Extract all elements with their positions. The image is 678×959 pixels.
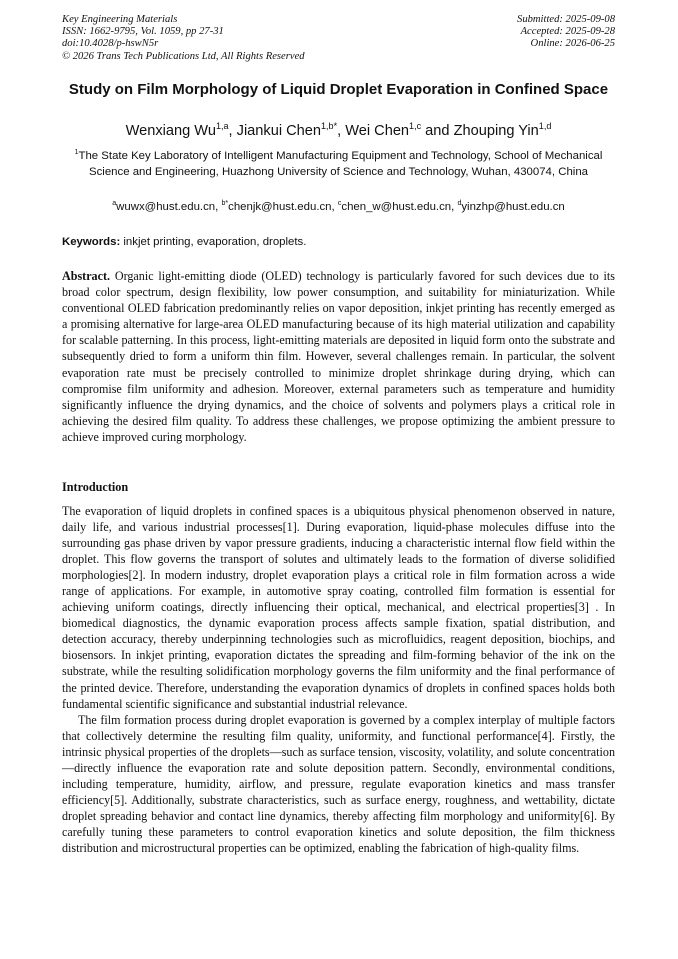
paper-title: Study on Film Morphology of Liquid Droplet Evaporation in Confined Space — [68, 81, 609, 98]
online-date: Online: 2026-06-25 — [530, 38, 615, 50]
author-name: Jiankui Chen — [236, 123, 322, 139]
author-separator: and — [421, 123, 454, 139]
abstract — [62, 268, 615, 445]
affiliation-marker: 1 — [74, 149, 79, 157]
author-affiliation-marker: 1,b* — [321, 121, 338, 132]
email-address[interactable]: chenjk@hust.edu.cn, — [228, 201, 338, 213]
dates-header — [517, 14, 615, 51]
introduction-paragraph-1: The evaporation of liquid droplets in confined spaces is a ubiquitous physical phenomenon observed in nature, daily life, and various industrial processes[1]. During evaporation, liquid-phase molecules diffuse into the surrounding gas phase driven by vapor pressure gradients, inducing a characteristic internal flow field within the droplet. This flow governs the transport of solutes and ultimately leads to the formation of diverse solidified morphologies[2]. In modern industry, droplet evaporation plays a critical role in film formation across a wide range of applications. For example, in automotive spray coating, controlled film formation is essential for achieving uniform coatings, directly influencing their optical, mechanical, and electrical properties[3] . In biomedical diagnostics, the dynamic evaporation process affects sample fixation, spatial distribution, and detection accuracy, thereby underpinning technologies such as microfluidics, reagent deposition, biochips, and biosensors. In inkjet printing, evaporation dictates the spreading and film-forming behavior of the ink on the substrate, while the resulting solidification morphology governs the film uniformity and the final performance of the printed device. Therefore, understanding the evaporation dynamics of droplets in confined spaces holds both fundamental scientific significance and substantial industrial relevance. — [62, 504, 615, 711]
author-separator: , — [228, 123, 237, 139]
doi-link[interactable]: doi:10.4028/p-hswN5r — [62, 38, 159, 50]
author-name: Zhouping Yin — [453, 123, 539, 139]
author-affiliation-marker: 1,d — [538, 121, 552, 132]
author-affiliation-marker: 1,c — [409, 121, 422, 132]
author-name: Wei Chen — [345, 123, 410, 139]
affiliation-text: The State Key Laboratory of Intelligent Manufacturing Equipment and Technology, School of Mechanical Science and Engineering, Huazhong University of Science and Technology, Wuhan, 430074, China — [78, 150, 603, 178]
email-address[interactable]: yinzhp@hust.edu.cn — [461, 201, 565, 213]
author-name: Wenxiang Wu — [125, 123, 216, 139]
email-marker: d — [457, 200, 462, 208]
introduction-heading: Introduction — [62, 480, 129, 494]
keywords — [62, 235, 615, 250]
submitted-date: Submitted: 2025-09-08 — [517, 14, 615, 25]
email-marker: a — [112, 200, 117, 208]
email-address[interactable]: wuwx@hust.edu.cn, — [116, 201, 222, 213]
email-address[interactable]: chen_w@hust.edu.cn, — [341, 201, 458, 213]
keywords-text: inkjet printing, evaporation, droplets. — [120, 236, 307, 248]
author-separator: , — [337, 123, 346, 139]
author-affiliation-marker: 1,a — [215, 121, 229, 132]
keywords-label: Keywords: — [62, 236, 121, 248]
email-list — [62, 200, 615, 215]
author-list — [62, 121, 615, 141]
abstract-label: Abstract. — [62, 269, 111, 283]
issn: ISSN: 1662-9795, Vol. 1059, pp 27-31 — [62, 26, 224, 38]
journal-header — [62, 14, 305, 63]
affiliation — [62, 149, 615, 180]
copyright: © 2026 Trans Tech Publications Ltd, All Rights Reserved — [62, 50, 305, 62]
journal-name: Key Engineering Materials — [62, 14, 178, 25]
abstract-text: Organic light-emitting diode (OLED) technology is particularly favored for such devices due to its broad color spectrum, design flexibility, low power consumption, and suitability for miniaturization. While conventional OLED fabrication predominantly relies on vapor deposition, inkjet printing has recently emerged as a promising alternative for large-area OLED manufacturing because of its high material utilization and capability for scalable patterning. In this process, light-emitting materials are deposited in liquid form onto the substrate and subsequently dried to form a uniform thin film. However, several challenges remain. In particular, the solvent evaporation rate must be precisely controlled to minimize droplet shrinkage during drying, which can compromise film uniformity and adhesion. Moreover, external parameters such as temperature and humidity significantly influence the drying dynamics, and the choice of solvents and polymers plays a critical role in achieving the desired film quality. To address these challenges, we propose optimizing the ambient pressure to achieve improved curing morphology. — [62, 269, 615, 444]
email-marker: b* — [221, 200, 229, 208]
email-marker: c — [337, 200, 342, 208]
accepted-date: Accepted: 2025-09-28 — [520, 26, 615, 38]
introduction-paragraph-2: The film formation process during droplet evaporation is governed by a complex interplay of multiple factors that collectively determine the resulting film quality, uniformity, and functional performance[4]. Firstly, the intrinsic physical properties of the droplets—such as surface tension, viscosity, volatility, and solute concentration—directly influence the evaporation rate and solute deposition pattern. Secondly, environmental conditions, including temperature, humidity, airflow, and pressure, regulate evaporation kinetics and mass transfer efficiency[5]. Additionally, substrate characteristics, such as surface energy, roughness, and wettability, dictate droplet spreading behavior and contact line dynamics, thereby affecting film morphology and uniformity[6]. By carefully tuning these parameters to control evaporation kinetics and solute deposition, the film thickness distribution and microstructural properties can be optimized, enabling the fabrication of high-quality films. — [62, 713, 615, 856]
